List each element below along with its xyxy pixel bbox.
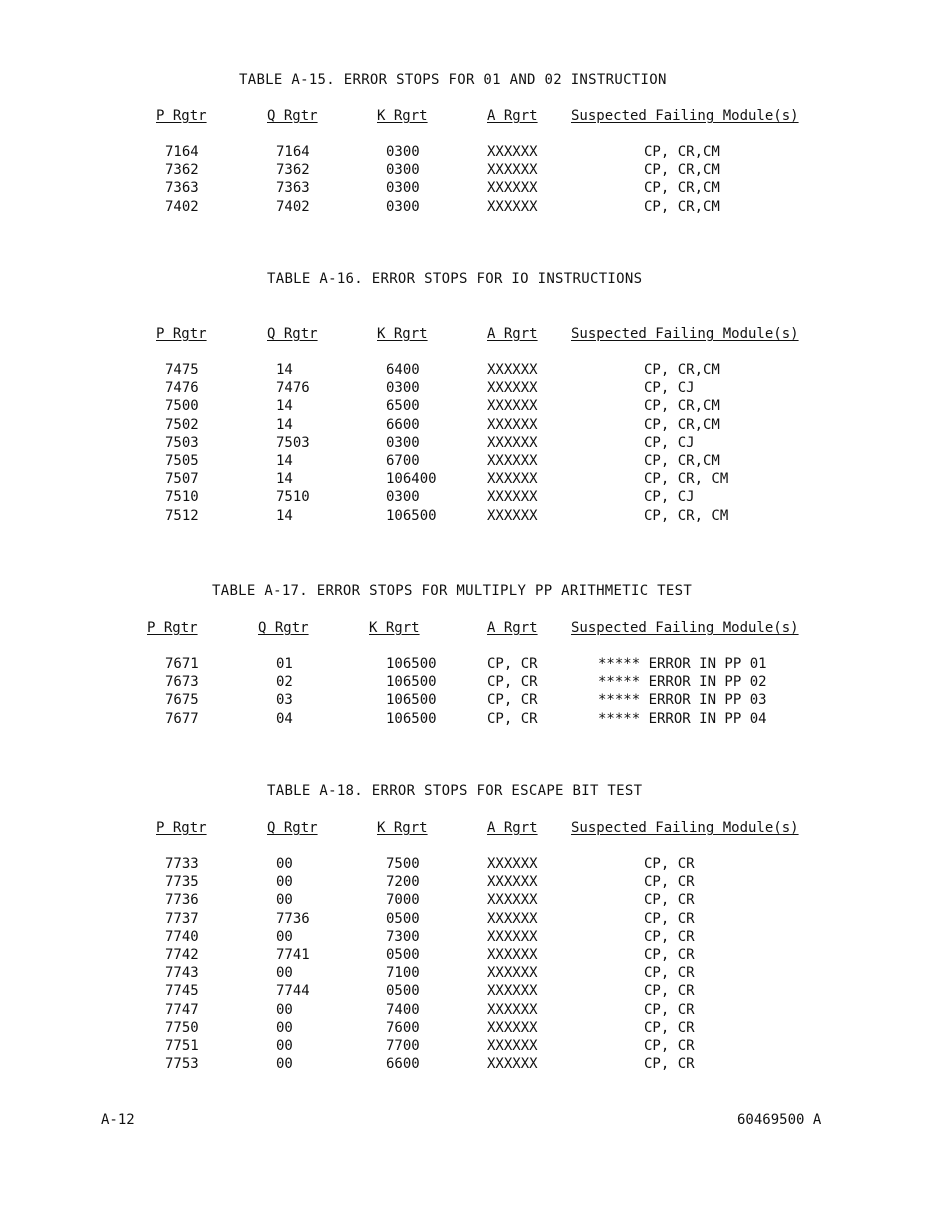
cell-k-register: 0300 — [386, 198, 420, 215]
cell-suspected-modules: CP, CR,CM — [644, 416, 720, 433]
cell-k-register: 0300 — [386, 162, 420, 179]
cell-suspected-modules: CP, CR,CM — [644, 180, 720, 197]
cell-a-register: XXXXXX — [487, 144, 538, 160]
cell-p-register: 7475 — [165, 362, 199, 378]
cell-suspected-modules: CP, CR,CM — [644, 452, 720, 469]
cell-k-register: 7100 — [386, 965, 420, 982]
cell-a-register: XXXXXX — [487, 507, 538, 524]
cell-suspected-modules: CP, CR — [644, 928, 695, 945]
table-title: TABLE A-15. ERROR STOPS FOR 01 AND 02 INSTRUCTION — [239, 72, 667, 88]
cell-a-register: XXXXXX — [487, 1037, 538, 1054]
header-suspected-modules: Suspected Failing Module(s) — [571, 108, 799, 124]
cell-a-register: XXXXXX — [487, 489, 538, 506]
cell-q-register: 7362 — [276, 162, 310, 179]
table-row — [0, 1020, 950, 1038]
cell-p-register: 7673 — [165, 674, 199, 691]
cell-p-register: 7505 — [165, 452, 199, 469]
cell-p-register: 7740 — [165, 928, 199, 945]
cell-a-register: XXXXXX — [487, 910, 538, 927]
cell-a-register: XXXXXX — [487, 983, 538, 1000]
cell-k-register: 106500 — [386, 692, 437, 709]
cell-q-register: 04 — [276, 710, 293, 727]
cell-k-register: 0300 — [386, 144, 420, 160]
cell-q-register: 7510 — [276, 489, 310, 506]
cell-suspected-modules: CP, CJ — [644, 489, 695, 506]
cell-p-register: 7745 — [165, 983, 199, 1000]
column-headers — [0, 820, 950, 840]
cell-q-register: 7744 — [276, 983, 310, 1000]
header-k-register: K Rgrt — [369, 620, 420, 636]
cell-k-register: 0300 — [386, 434, 420, 451]
cell-k-register: 6600 — [386, 416, 420, 433]
table-row — [0, 144, 950, 162]
table-title: TABLE A-18. ERROR STOPS FOR ESCAPE BIT TEST — [267, 783, 643, 799]
cell-p-register: 7743 — [165, 965, 199, 982]
header-suspected-modules: Suspected Failing Module(s) — [571, 820, 799, 836]
table-row — [0, 1038, 950, 1056]
cell-suspected-modules: CP, CR — [644, 1019, 695, 1036]
column-headers — [0, 326, 950, 346]
cell-p-register: 7742 — [165, 946, 199, 963]
column-headers — [0, 108, 950, 128]
cell-a-register: XXXXXX — [487, 198, 538, 215]
header-k-register: K Rgrt — [377, 108, 428, 124]
document-number: 60469500 A — [737, 1112, 822, 1128]
cell-q-register: 00 — [276, 1001, 293, 1018]
cell-p-register: 7736 — [165, 892, 199, 909]
cell-k-register: 0300 — [386, 489, 420, 506]
cell-a-register: CP, CR — [487, 656, 538, 672]
header-q-register: Q Rgtr — [258, 620, 309, 636]
cell-p-register: 7671 — [165, 656, 199, 672]
cell-k-register: 0500 — [386, 946, 420, 963]
cell-a-register: XXXXXX — [487, 892, 538, 909]
cell-a-register: XXXXXX — [487, 380, 538, 397]
cell-p-register: 7733 — [165, 856, 199, 872]
cell-k-register: 106500 — [386, 656, 437, 672]
cell-p-register: 7735 — [165, 874, 199, 891]
cell-a-register: XXXXXX — [487, 162, 538, 179]
header-p-register: P Rgtr — [156, 820, 207, 836]
cell-q-register: 01 — [276, 656, 293, 672]
cell-q-register: 00 — [276, 892, 293, 909]
cell-q-register: 00 — [276, 1019, 293, 1036]
cell-suspected-modules: CP, CR,CM — [644, 362, 720, 378]
column-headers — [0, 620, 950, 640]
cell-p-register: 7503 — [165, 434, 199, 451]
cell-suspected-modules: CP, CR — [644, 1037, 695, 1054]
cell-suspected-modules: ***** ERROR IN PP 02 — [598, 674, 767, 691]
error-table — [0, 820, 950, 1074]
cell-p-register: 7476 — [165, 380, 199, 397]
cell-q-register: 00 — [276, 928, 293, 945]
table-row — [0, 1056, 950, 1074]
cell-q-register: 7503 — [276, 434, 310, 451]
cell-q-register: 00 — [276, 874, 293, 891]
cell-k-register: 0500 — [386, 983, 420, 1000]
header-suspected-modules: Suspected Failing Module(s) — [571, 326, 799, 342]
table-row — [0, 674, 950, 692]
cell-k-register: 6500 — [386, 398, 420, 415]
table-row — [0, 1002, 950, 1020]
table-row — [0, 435, 950, 453]
cell-k-register: 7400 — [386, 1001, 420, 1018]
cell-k-register: 7200 — [386, 874, 420, 891]
cell-q-register: 14 — [276, 398, 293, 415]
cell-q-register: 02 — [276, 674, 293, 691]
cell-suspected-modules: CP, CR — [644, 946, 695, 963]
cell-a-register: XXXXXX — [487, 946, 538, 963]
cell-a-register: XXXXXX — [487, 434, 538, 451]
table-row — [0, 508, 950, 526]
cell-q-register: 14 — [276, 471, 293, 488]
cell-p-register: 7750 — [165, 1019, 199, 1036]
table-row — [0, 162, 950, 180]
cell-q-register: 7736 — [276, 910, 310, 927]
header-a-register: A Rgrt — [487, 326, 538, 342]
cell-p-register: 7737 — [165, 910, 199, 927]
header-a-register: A Rgrt — [487, 620, 538, 636]
table-row — [0, 929, 950, 947]
error-table — [0, 620, 950, 729]
header-suspected-modules: Suspected Failing Module(s) — [571, 620, 799, 636]
cell-q-register: 00 — [276, 856, 293, 872]
cell-a-register: CP, CR — [487, 710, 538, 727]
cell-p-register: 7753 — [165, 1056, 199, 1073]
table-row — [0, 856, 950, 874]
cell-a-register: XXXXXX — [487, 1056, 538, 1073]
cell-q-register: 03 — [276, 692, 293, 709]
cell-suspected-modules: CP, CR,CM — [644, 144, 720, 160]
cell-k-register: 6700 — [386, 452, 420, 469]
header-p-register: P Rgtr — [156, 108, 207, 124]
table-row — [0, 965, 950, 983]
table-row — [0, 711, 950, 729]
cell-a-register: CP, CR — [487, 674, 538, 691]
cell-suspected-modules: CP, CR — [644, 983, 695, 1000]
table-row — [0, 656, 950, 674]
cell-a-register: XXXXXX — [487, 874, 538, 891]
cell-suspected-modules: CP, CR — [644, 965, 695, 982]
cell-k-register: 7300 — [386, 928, 420, 945]
cell-q-register: 14 — [276, 452, 293, 469]
cell-q-register: 14 — [276, 507, 293, 524]
cell-a-register: XXXXXX — [487, 452, 538, 469]
cell-q-register: 7741 — [276, 946, 310, 963]
table-row — [0, 983, 950, 1001]
cell-q-register: 00 — [276, 1056, 293, 1073]
cell-suspected-modules: CP, CJ — [644, 380, 695, 397]
cell-suspected-modules: ***** ERROR IN PP 03 — [598, 692, 767, 709]
cell-a-register: XXXXXX — [487, 928, 538, 945]
cell-k-register: 6400 — [386, 362, 420, 378]
table-title: TABLE A-17. ERROR STOPS FOR MULTIPLY PP ARITHMETIC TEST — [212, 583, 693, 599]
cell-p-register: 7510 — [165, 489, 199, 506]
table-row — [0, 362, 950, 380]
cell-suspected-modules: CP, CR, CM — [644, 471, 729, 488]
page-number: A-12 — [101, 1112, 135, 1128]
cell-suspected-modules: CP, CR, CM — [644, 507, 729, 524]
header-q-register: Q Rgtr — [267, 108, 318, 124]
table-row — [0, 471, 950, 489]
cell-suspected-modules: ***** ERROR IN PP 04 — [598, 710, 767, 727]
cell-suspected-modules: CP, CJ — [644, 434, 695, 451]
error-table — [0, 108, 950, 217]
cell-p-register: 7507 — [165, 471, 199, 488]
cell-suspected-modules: ***** ERROR IN PP 01 — [598, 656, 767, 672]
header-q-register: Q Rgtr — [267, 326, 318, 342]
cell-p-register: 7677 — [165, 710, 199, 727]
cell-q-register: 14 — [276, 362, 293, 378]
cell-q-register: 7164 — [276, 144, 310, 160]
table-row — [0, 892, 950, 910]
cell-k-register: 106500 — [386, 674, 437, 691]
cell-a-register: XXXXXX — [487, 398, 538, 415]
cell-k-register: 106500 — [386, 507, 437, 524]
cell-a-register: XXXXXX — [487, 471, 538, 488]
cell-suspected-modules: CP, CR,CM — [644, 398, 720, 415]
table-row — [0, 453, 950, 471]
table-row — [0, 380, 950, 398]
table-row — [0, 199, 950, 217]
cell-suspected-modules: CP, CR — [644, 1056, 695, 1073]
table-row — [0, 947, 950, 965]
header-a-register: A Rgrt — [487, 820, 538, 836]
cell-a-register: XXXXXX — [487, 416, 538, 433]
header-k-register: K Rgrt — [377, 820, 428, 836]
header-p-register: P Rgtr — [147, 620, 198, 636]
cell-p-register: 7164 — [165, 144, 199, 160]
cell-k-register: 7500 — [386, 856, 420, 872]
cell-k-register: 7700 — [386, 1037, 420, 1054]
cell-suspected-modules: CP, CR — [644, 874, 695, 891]
table-row — [0, 692, 950, 710]
cell-suspected-modules: CP, CR — [644, 1001, 695, 1018]
cell-q-register: 14 — [276, 416, 293, 433]
cell-suspected-modules: CP, CR,CM — [644, 198, 720, 215]
table-row — [0, 417, 950, 435]
cell-suspected-modules: CP, CR — [644, 856, 695, 872]
cell-p-register: 7363 — [165, 180, 199, 197]
header-k-register: K Rgrt — [377, 326, 428, 342]
cell-q-register: 00 — [276, 1037, 293, 1054]
cell-a-register: XXXXXX — [487, 1019, 538, 1036]
header-p-register: P Rgtr — [156, 326, 207, 342]
cell-q-register: 7402 — [276, 198, 310, 215]
cell-k-register: 106400 — [386, 471, 437, 488]
table-row — [0, 911, 950, 929]
cell-k-register: 0300 — [386, 380, 420, 397]
cell-p-register: 7675 — [165, 692, 199, 709]
cell-a-register: XXXXXX — [487, 362, 538, 378]
header-q-register: Q Rgtr — [267, 820, 318, 836]
cell-q-register: 7476 — [276, 380, 310, 397]
cell-p-register: 7747 — [165, 1001, 199, 1018]
cell-a-register: CP, CR — [487, 692, 538, 709]
table-row — [0, 489, 950, 507]
cell-p-register: 7512 — [165, 507, 199, 524]
cell-k-register: 7000 — [386, 892, 420, 909]
cell-p-register: 7500 — [165, 398, 199, 415]
cell-suspected-modules: CP, CR,CM — [644, 162, 720, 179]
table-row — [0, 180, 950, 198]
cell-k-register: 6600 — [386, 1056, 420, 1073]
cell-q-register: 00 — [276, 965, 293, 982]
cell-k-register: 7600 — [386, 1019, 420, 1036]
cell-suspected-modules: CP, CR — [644, 910, 695, 927]
header-a-register: A Rgrt — [487, 108, 538, 124]
cell-suspected-modules: CP, CR — [644, 892, 695, 909]
cell-k-register: 0300 — [386, 180, 420, 197]
cell-q-register: 7363 — [276, 180, 310, 197]
cell-a-register: XXXXXX — [487, 180, 538, 197]
table-row — [0, 398, 950, 416]
cell-a-register: XXXXXX — [487, 965, 538, 982]
cell-p-register: 7502 — [165, 416, 199, 433]
table-title: TABLE A-16. ERROR STOPS FOR IO INSTRUCTIONS — [267, 271, 643, 287]
cell-p-register: 7402 — [165, 198, 199, 215]
cell-a-register: XXXXXX — [487, 856, 538, 872]
cell-p-register: 7751 — [165, 1037, 199, 1054]
cell-p-register: 7362 — [165, 162, 199, 179]
table-row — [0, 874, 950, 892]
cell-k-register: 106500 — [386, 710, 437, 727]
cell-a-register: XXXXXX — [487, 1001, 538, 1018]
cell-k-register: 0500 — [386, 910, 420, 927]
error-table — [0, 326, 950, 526]
